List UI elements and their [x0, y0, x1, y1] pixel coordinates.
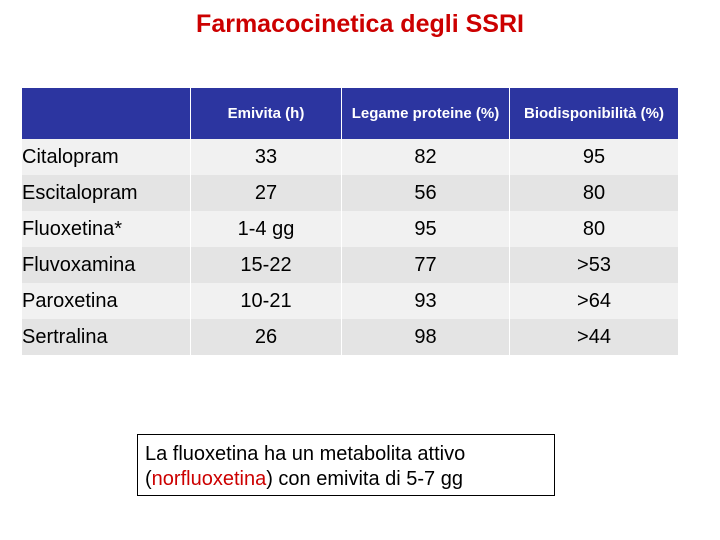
- table-row: [22, 247, 678, 283]
- table-row: [22, 283, 678, 319]
- emivita-value: 15-22: [191, 247, 342, 283]
- footnote-text-end: ) con emivita di 5-7 gg: [266, 468, 463, 490]
- legame-value: 98: [342, 319, 510, 355]
- footnote-text: La fluoxetina ha un metabolita attivo (: [145, 443, 466, 490]
- table-row: [22, 175, 678, 211]
- footnote-highlight: norfluoxetina: [151, 468, 267, 490]
- header-blank-cell: [22, 88, 191, 139]
- table-row: [22, 211, 678, 247]
- drug-name: Fluvoxamina: [22, 247, 191, 283]
- emivita-value: 27: [191, 175, 342, 211]
- drug-name: Citalopram: [22, 139, 191, 175]
- biodisponibilita-value: 80: [510, 175, 679, 211]
- biodisponibilita-value: >44: [510, 319, 679, 355]
- drug-name: Fluoxetina*: [22, 211, 191, 247]
- footnote-box: [137, 434, 555, 496]
- header-emivita: Emivita (h): [191, 88, 342, 139]
- drug-name: Sertralina: [22, 319, 191, 355]
- legame-value: 93: [342, 283, 510, 319]
- drug-name: Escitalopram: [22, 175, 191, 211]
- biodisponibilita-value: >64: [510, 283, 679, 319]
- table-row: [22, 319, 678, 355]
- pharmacokinetics-table: [22, 88, 678, 355]
- legame-value: 56: [342, 175, 510, 211]
- legame-value: 95: [342, 211, 510, 247]
- emivita-value: 33: [191, 139, 342, 175]
- table-row: [22, 139, 678, 175]
- legame-value: 82: [342, 139, 510, 175]
- biodisponibilita-value: >53: [510, 247, 679, 283]
- legame-value: 77: [342, 247, 510, 283]
- emivita-value: 26: [191, 319, 342, 355]
- emivita-value: 10-21: [191, 283, 342, 319]
- drug-name: Paroxetina: [22, 283, 191, 319]
- biodisponibilita-value: 80: [510, 211, 679, 247]
- emivita-value: 1-4 gg: [191, 211, 342, 247]
- page-title: Farmacocinetica degli SSRI: [196, 10, 524, 38]
- header-legame-proteine: Legame proteine (%): [342, 88, 510, 139]
- header-biodisponibilita: Biodisponibilità (%): [510, 88, 679, 139]
- biodisponibilita-value: 95: [510, 139, 679, 175]
- table-header-row: [22, 88, 678, 139]
